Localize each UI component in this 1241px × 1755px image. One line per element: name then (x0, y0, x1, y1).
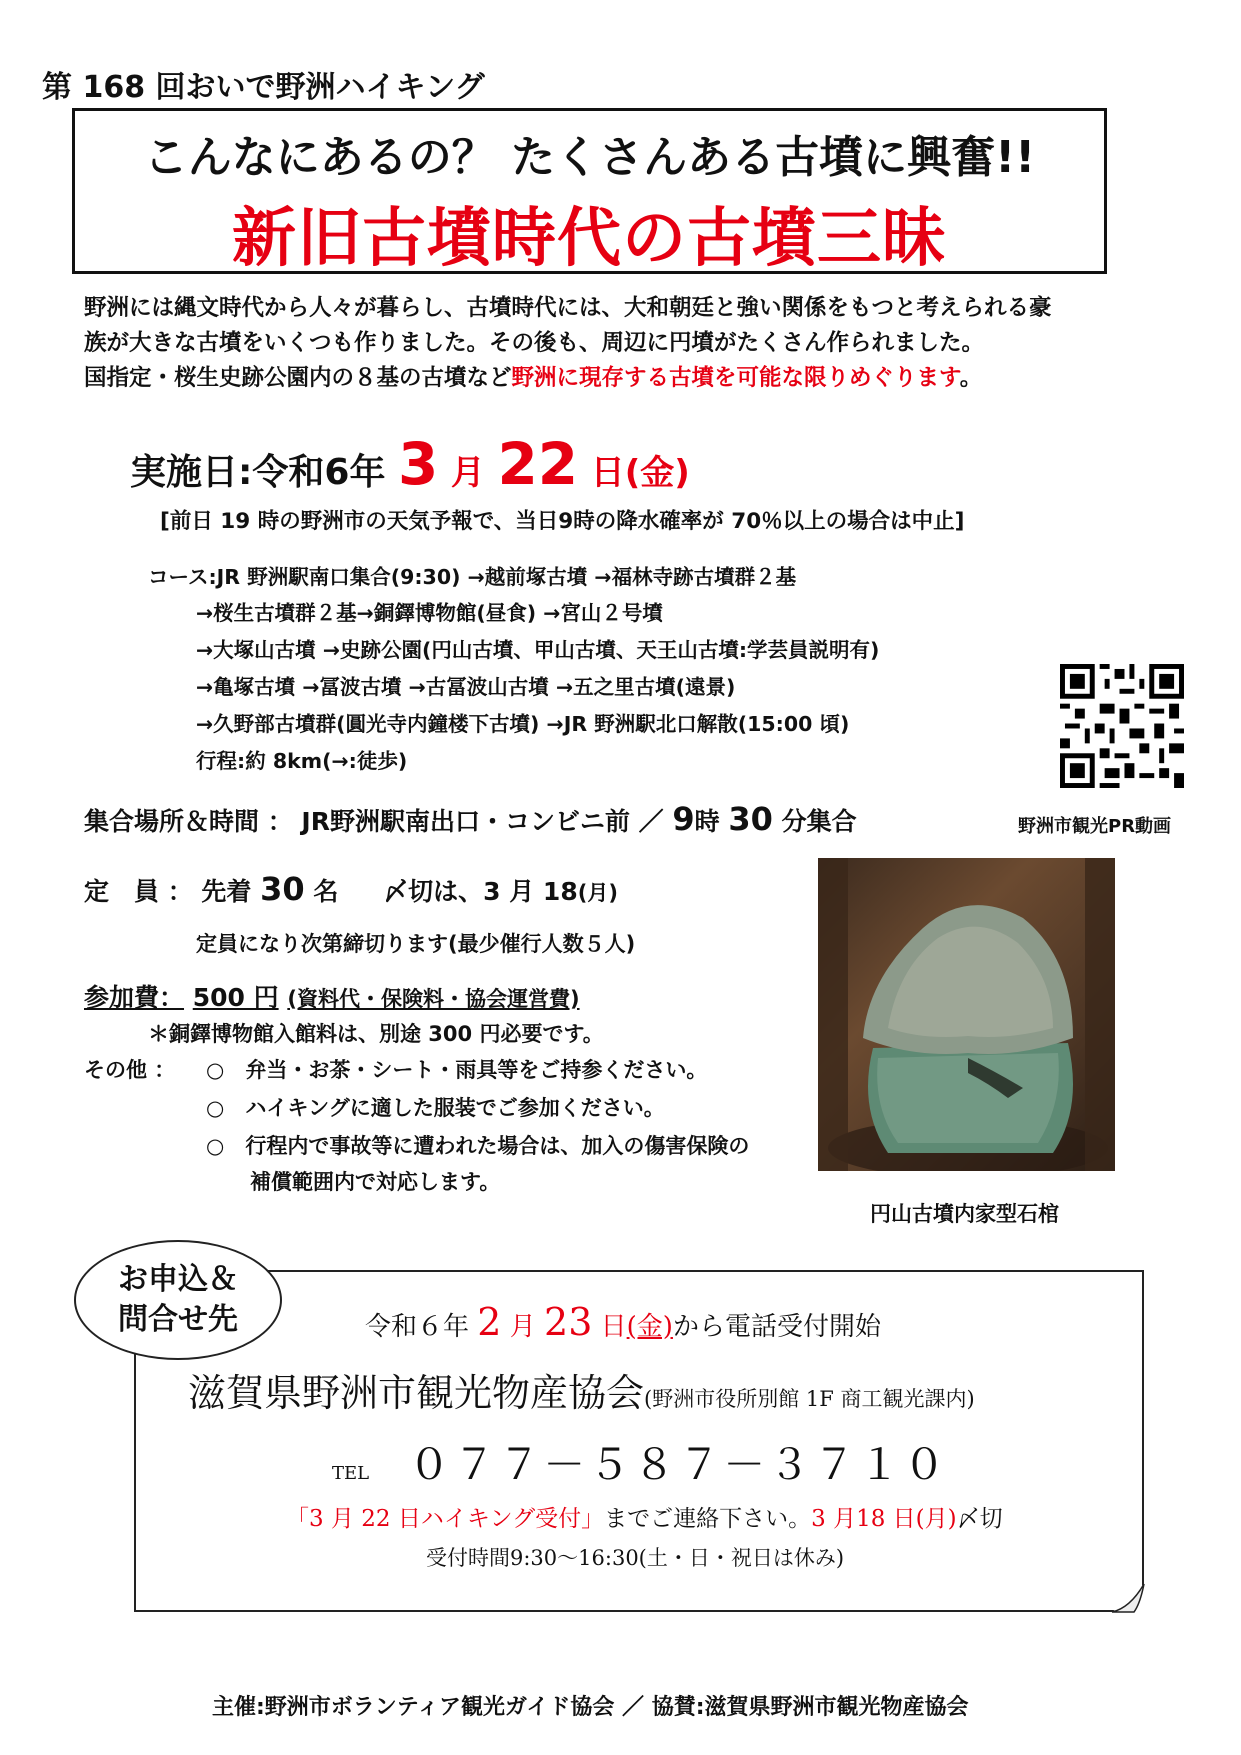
notice-text: までご連絡下さい。 (604, 1506, 812, 1532)
capacity-note: 定員になり次第締切ります(最少催行人数５人) (196, 932, 636, 956)
capacity-unit: 名 (313, 877, 339, 906)
organization (188, 1362, 975, 1417)
organization-name: 滋賀県野洲市観光物産協会 (188, 1371, 645, 1415)
course-line-2: →桜生古墳群２基→銅鐸博物館(昼食) →宮山２号墳 (196, 601, 663, 625)
photo-caption: 円山古墳内家型石棺 (870, 1202, 1059, 1226)
qr-code[interactable] (1060, 664, 1184, 788)
intro-line-2: 族が大きな古墳をいくつも作りました。その後も、周辺に円墳がたくさん作られました。 (84, 330, 985, 356)
tel-label: TEL (332, 1463, 370, 1484)
meeting-minute-unit: 分集合 (781, 807, 857, 836)
date-label: 実施日:令和6年 (130, 452, 386, 493)
course-line-6: 行程:約 8km(→:徒歩) (196, 749, 408, 773)
fee-label: 参加費： (84, 983, 185, 1012)
contact-notice (286, 1500, 1003, 1533)
meeting-label: 集合場所＆時間 ： JR野洲駅南出口・コンビニ前 ／ (84, 807, 664, 836)
reception-prefix: 令和６年 (365, 1312, 470, 1342)
capacity-info (84, 870, 618, 908)
other-item-3: ○ 行程内で事故等に遭われた場合は、加入の傷害保険の (206, 1134, 750, 1158)
reception-hours: 受付時間9:30～16:30(土・日・祝日は休み) (426, 1546, 845, 1570)
reception-weekday: (金) (626, 1312, 673, 1342)
inquiry-tag-text (76, 1260, 280, 1340)
other-item-3-cont: 補償範囲内で対応します。 (250, 1170, 501, 1194)
notice-deadline: 3 月18 日(月) (811, 1506, 957, 1532)
inquiry-tag (74, 1240, 282, 1360)
reception-month: 2 (477, 1300, 502, 1344)
date-weekday: (金) (624, 453, 690, 493)
fee-detail: (資料代・保険料・協会運営費) (287, 987, 580, 1011)
footer-organizers: 主催:野洲市ボランティア観光ガイド協会 ／ 協賛:滋賀県野洲市観光物産協会 (212, 1695, 969, 1720)
meeting-hour: 9 (672, 800, 695, 838)
capacity-count: 30 (260, 870, 305, 908)
date-day: 22 (497, 430, 579, 498)
tel-number[interactable]: ０７７－５８７－３７１０ (408, 1440, 949, 1489)
reception-suffix: から電話受付開始 (672, 1312, 881, 1342)
other-label: その他 ： (84, 1058, 176, 1082)
course-line-3: →大塚山古墳 →史跡公園(円山古墳、甲山古墳、天王山古墳:学芸員説明有) (196, 638, 880, 662)
course-line-5: →久野部古墳群(圓光寺内鐘楼下古墳) →JR 野洲駅北口解散(15:00 頃) (196, 712, 850, 736)
subtitle: こんなにあるの？ たくさんある古墳に興奮!! (143, 132, 1036, 183)
deadline-label: 〆切は、3 月 18 (383, 877, 578, 906)
reception-day-unit: 日 (600, 1312, 627, 1342)
other-item-1: ○ 弁当・お茶・シート・雨具等をご持参ください。 (206, 1058, 708, 1082)
intro-line-3-end: 。 (959, 365, 983, 391)
museum-fee-note: ＊銅鐸博物館入館料は、別途 300 円必要です。 (148, 1022, 604, 1046)
qr-caption: 野洲市観光PR動画 (1018, 816, 1172, 837)
meeting-hour-unit: 時 (694, 807, 720, 836)
date-day-unit: 日 (590, 453, 625, 493)
fee-info (84, 978, 580, 1014)
title-box (72, 108, 1107, 274)
page-curl-decoration (1110, 1582, 1146, 1614)
weather-note: [前日 19 時の野洲市の天気予報で、当日9時の降水確率が 70％以上の場合は中止] (160, 509, 965, 534)
inquiry-tag-line-2: 問合せ先 (118, 1302, 238, 1337)
date-month: 3 (398, 430, 439, 498)
intro-line-3 (84, 360, 982, 392)
meeting-minute: 30 (728, 800, 773, 838)
intro-line-3-plain: 国指定・桜生史跡公園内の８基の古墳など (84, 365, 512, 391)
course-line-1: コース:JR 野洲駅南口集合(9:30) →越前塚古墳 →福林寺跡古墳群２基 (148, 565, 797, 589)
reception-day: 23 (544, 1300, 593, 1344)
notice-end: 〆切 (956, 1506, 1003, 1532)
telephone (332, 1432, 948, 1492)
intro-line-1: 野洲には縄文時代から人々が暮らし、古墳時代には、大和朝廷と強い関係をもつと考えられる豪 (84, 295, 1052, 321)
course-line-4: →亀塚古墳 →冨波古墳 →古冨波山古墳 →五之里古墳(遠景) (196, 675, 736, 699)
date-month-unit: 月 (450, 453, 485, 493)
capacity-label: 定 員 ： 先着 (84, 877, 252, 906)
deadline-weekday: (月) (577, 881, 618, 905)
page-title: 新旧古墳時代の古墳三昧 (232, 202, 947, 276)
intro-line-3-highlight: 野洲に現存する古墳を可能な限りめぐります (511, 365, 960, 391)
event-date (130, 430, 690, 498)
organization-note: (野洲市役所別館 1F 商工観光課内) (644, 1387, 975, 1411)
reception-month-unit: 月 (509, 1312, 536, 1342)
series-title: 第 168 回おいで野洲ハイキング (42, 70, 485, 105)
fee-amount: 500 円 (192, 983, 279, 1012)
notice-reception-name: 「3 月 22 日ハイキング受付」 (286, 1506, 605, 1532)
other-item-2: ○ ハイキングに適した服装でご参加ください。 (206, 1096, 665, 1120)
stone-coffin-photo (818, 858, 1115, 1171)
stone-coffin-illustration (818, 858, 1115, 1171)
meeting-info (84, 800, 857, 838)
reception-start (365, 1300, 881, 1344)
inquiry-tag-line-1: お申込＆ (118, 1262, 238, 1297)
